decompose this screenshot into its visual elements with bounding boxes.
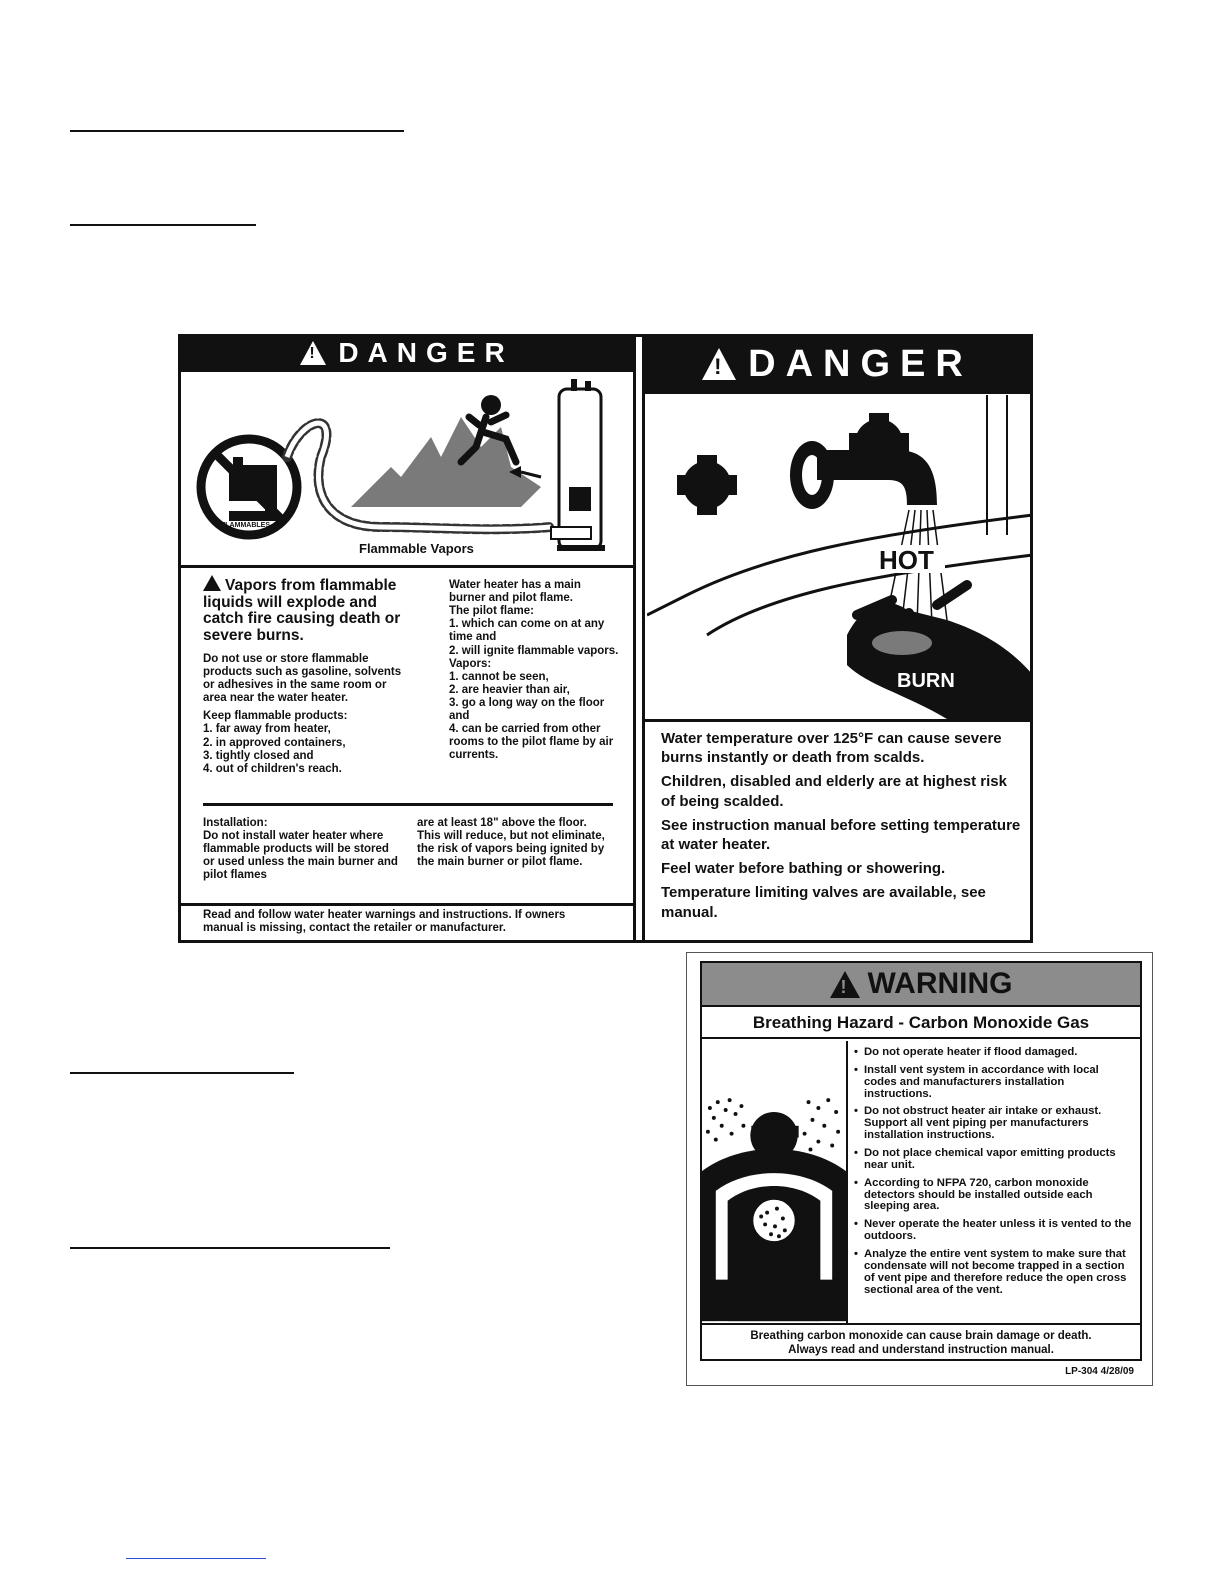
vapors-item: 4. can be carried from other rooms to the pilot flame by air currents. bbox=[449, 723, 614, 762]
hand-icon bbox=[847, 585, 1033, 719]
scald-line: Temperature limiting valves are available, see manual. bbox=[661, 884, 986, 921]
pilot-item: 2. will ignite flammable vapors. bbox=[449, 644, 619, 657]
install-text: Do not install water heater where flammable products will be stored or used unless the main burner and pilot flames bbox=[203, 830, 398, 882]
can-label: FLAMMABLES bbox=[221, 522, 270, 529]
danger-scald-panel bbox=[642, 337, 1030, 940]
scald-line: Water temperature over 125°F can cause severe burns instantly or death from scalds. bbox=[661, 730, 1002, 767]
warning-header: ! WARNING bbox=[702, 963, 1140, 1007]
warning-item: • Do not place chemical vapor emitting products near unit. bbox=[854, 1148, 1134, 1172]
warning-list bbox=[854, 1047, 1134, 1302]
warning-item: • According to NFPA 720, carbon monoxide detectors should be installed outside each sleeping area. bbox=[854, 1178, 1134, 1214]
danger-left-column bbox=[203, 575, 413, 776]
warning-item: • Install vent system in accordance with local codes and manufacturers installation instructions. bbox=[854, 1065, 1134, 1101]
water-heater-icon bbox=[551, 379, 605, 551]
pilot-item: 1. which can come on at any time and bbox=[449, 618, 605, 644]
danger-header: ! DANGER bbox=[181, 337, 633, 369]
warning-item: • Do not operate heater if flood damaged. bbox=[854, 1047, 1134, 1059]
warning-item: • Never operate the heater unless it is vented to the outdoors. bbox=[854, 1219, 1134, 1243]
keep-item: 4. out of children's reach. bbox=[203, 762, 342, 775]
vapors-item: 1. cannot be seen, bbox=[449, 670, 549, 683]
scald-warning-text bbox=[661, 729, 1021, 927]
warning-triangle-icon bbox=[300, 341, 326, 365]
danger-header: ! DANGER bbox=[645, 337, 1030, 391]
vapors-item: 3. go a long way on the floor and bbox=[449, 696, 605, 723]
vapors-label: Flammable Vapors bbox=[359, 541, 474, 556]
no-flammables-icon bbox=[201, 439, 297, 535]
scald-line: See instruction manual before setting temperature at water heater. bbox=[661, 816, 1021, 853]
warning-triangle-icon bbox=[702, 348, 736, 380]
link-rule[interactable] bbox=[126, 1558, 266, 1559]
install-text-2: are at least 18" above the floor. This will reduce, but not eliminate, the risk of vapors being ignited by the main burner or pilot flame. bbox=[417, 817, 605, 869]
heading-rule-2 bbox=[70, 224, 256, 226]
burn-label: BURN bbox=[897, 670, 955, 692]
danger-right-column bbox=[449, 579, 619, 763]
do-not-text: Do not use or store flammable products such as gasoline, solvents or adhesives in the same room or area near the water heater. bbox=[203, 652, 402, 705]
keep-item: 1. far away from heater, bbox=[203, 723, 331, 736]
danger-flammable-panel bbox=[181, 337, 636, 940]
installation-block-2 bbox=[417, 817, 609, 869]
install-title: Installation: bbox=[203, 817, 268, 829]
vapors-headline: Vapors from flammable liquids will explode and catch fire causing death or severe burns. bbox=[203, 577, 401, 645]
keep-title: Keep flammable products: bbox=[203, 710, 348, 723]
warning-footer: Breathing carbon monoxide can cause brain damage or death. Always read and understand instruction manual. bbox=[702, 1323, 1140, 1361]
danger-left-footer: Read and follow water heater warnings and instructions. If owners manual is missing, contact the retailer or manufacturer. bbox=[203, 909, 566, 935]
installation-block bbox=[203, 817, 399, 883]
danger-labels bbox=[178, 334, 1033, 943]
heading-rule-1 bbox=[70, 130, 404, 132]
warning-triangle-icon bbox=[830, 971, 860, 998]
vapors-item: 2. are heavier than air, bbox=[449, 683, 570, 696]
warning-item: • Analyze the entire vent system to make sure that condensate will not become trapped in a section of vent pipe and therefore reduce the open cross sectional area of the vent. bbox=[854, 1249, 1134, 1296]
scald-line: Children, disabled and elderly are at highest risk of being scalded. bbox=[661, 773, 1007, 810]
pilot-title: The pilot flame: bbox=[449, 605, 534, 618]
scald-line: Feel water before bathing or showering. bbox=[661, 860, 946, 878]
keep-item: 2. in approved containers, bbox=[203, 736, 346, 749]
co-warning-label bbox=[686, 952, 1153, 1386]
hot-water-burn-illustration bbox=[647, 395, 1033, 719]
faucet-icon bbox=[790, 441, 937, 509]
warning-subtitle: Breathing Hazard - Carbon Monoxide Gas bbox=[702, 1009, 1140, 1039]
hot-label: HOT bbox=[879, 545, 934, 575]
faucet-handle-icon bbox=[677, 455, 737, 515]
heading-rule-3 bbox=[70, 1072, 294, 1074]
vapors-title: Vapors: bbox=[449, 657, 492, 670]
label-code: LP-304 4/28/09 bbox=[1065, 1366, 1134, 1377]
warning-item: • Do not obstruct heater air intake or exhaust. Support all vent piping per manufacturers installation instructions. bbox=[854, 1106, 1134, 1142]
flammable-vapors-illustration bbox=[191, 377, 623, 565]
burner-text: Water heater has a main burner and pilot flame. bbox=[449, 579, 581, 605]
keep-item: 3. tightly closed and bbox=[203, 749, 314, 762]
heading-rule-4 bbox=[70, 1247, 390, 1249]
co-breathing-illustration bbox=[702, 1041, 848, 1323]
warning-triangle-icon bbox=[203, 575, 221, 591]
